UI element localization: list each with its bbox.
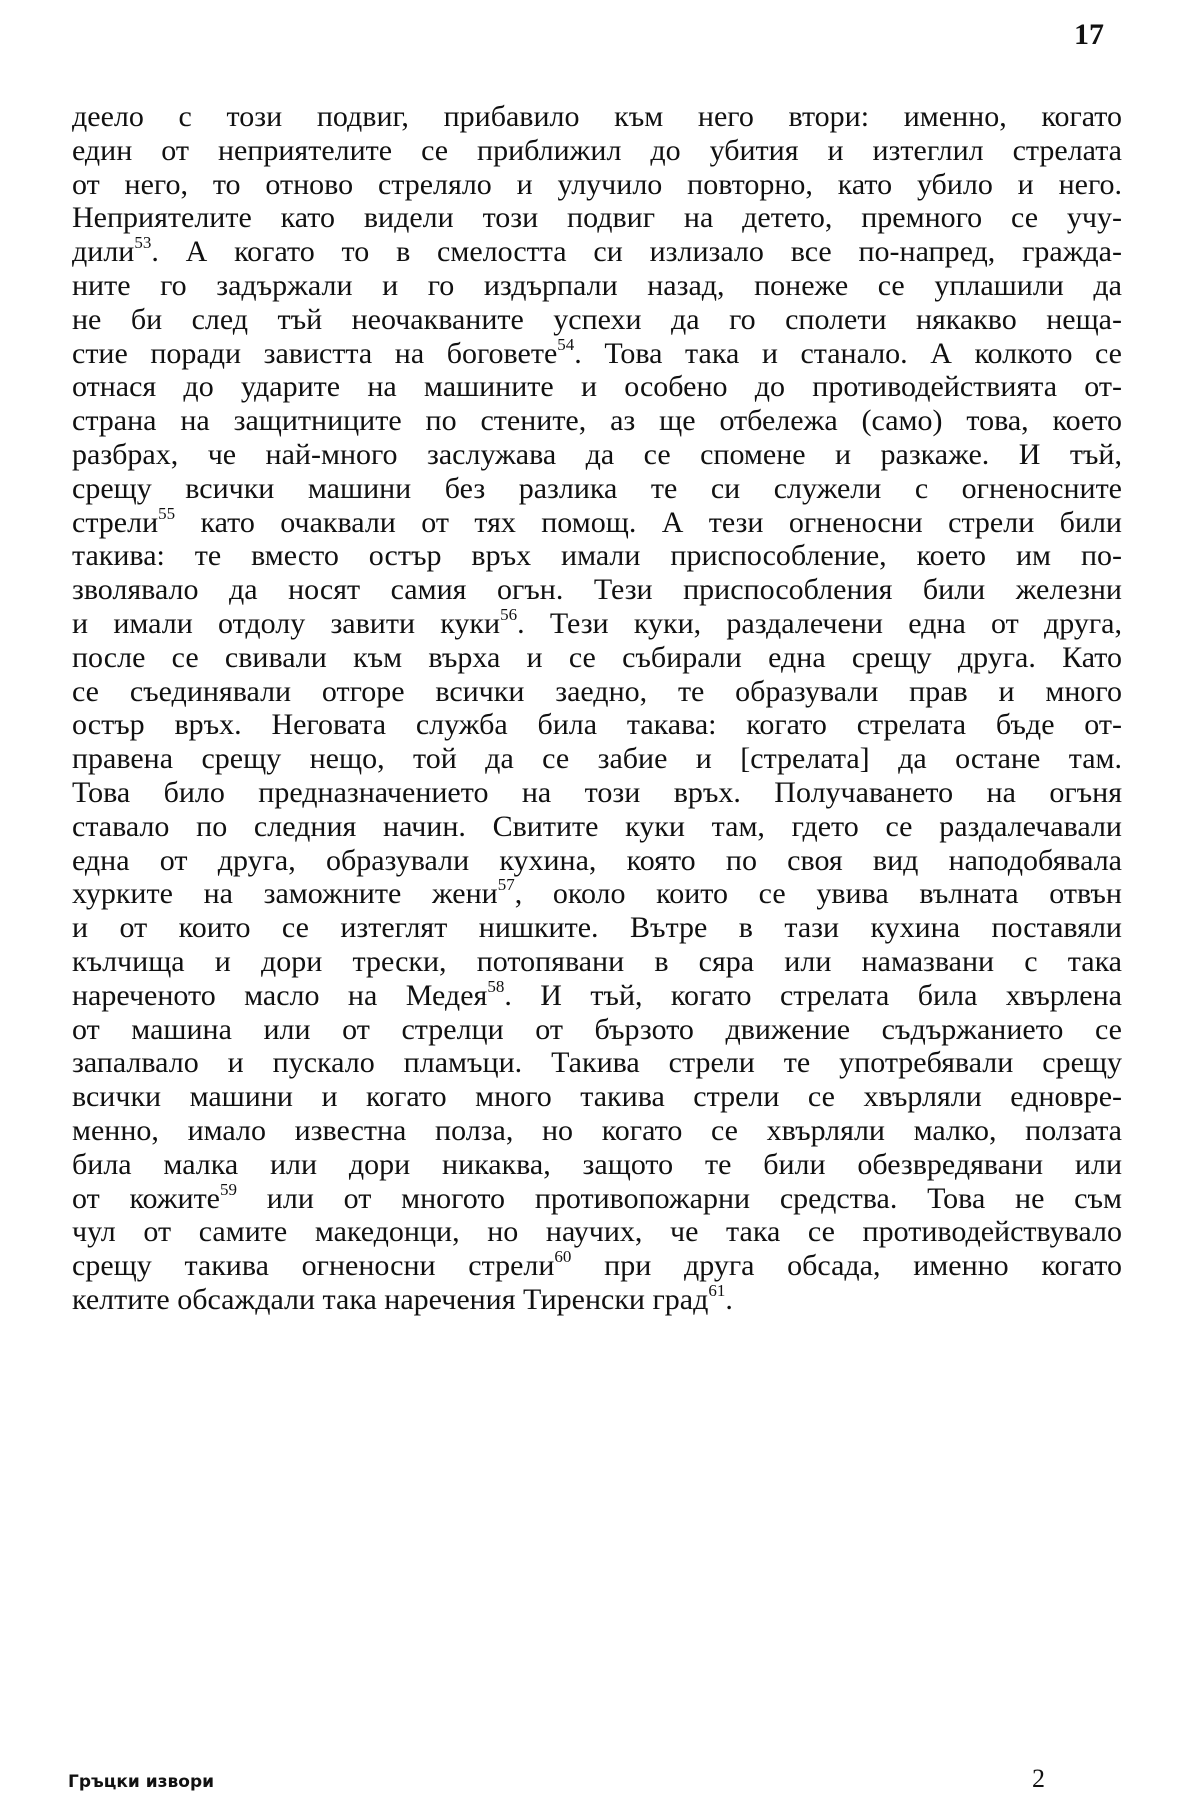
line-text: . И тъй, когато стрелата била хвърлена (504, 978, 1122, 1012)
line-text: страна на защитниците по стените, аз ще отбележа (само) това, което (72, 404, 1122, 438)
text-line (72, 911, 1122, 945)
line-text: един от неприятелите се приближил до убития и изтеглил стрелата (72, 133, 1122, 167)
footnote-reference: 59 (220, 1179, 238, 1199)
line-text: дили (72, 235, 135, 269)
footnote-reference: 60 (554, 1247, 572, 1267)
line-text: правена срещу нещо, той да се забие и [стрелата] да остане там. (72, 742, 1122, 776)
text-line (72, 1046, 1122, 1080)
line-text: се съединявали отгоре всички заедно, те образували прав и много (72, 674, 1122, 708)
line-text: запалвало и пускало пламъци. Такива стрели те употребявали срещу (72, 1046, 1122, 1080)
text-line (72, 1114, 1122, 1148)
footer-sheet-number: 2 (1032, 1764, 1045, 1793)
text-line (72, 573, 1122, 607)
text-line (72, 503, 1122, 540)
text-line (72, 641, 1122, 675)
footnote-reference: 53 (134, 233, 152, 253)
line-text: и имали отдолу завити куки (72, 606, 501, 640)
text-line (72, 976, 1122, 1013)
text-line (72, 1249, 1122, 1283)
footer-signature: Гръцки извори (68, 1772, 215, 1792)
line-text: келтите обсаждали така наречения Тиренски град (72, 1282, 709, 1316)
line-text: . Тези куки, раздалечени една от друга, (517, 606, 1123, 640)
footnote-reference: 57 (497, 875, 515, 895)
text-line (72, 1179, 1122, 1216)
line-text: кълчища и дори трески, потопявани в сяра или намазвани с така (72, 944, 1122, 978)
line-text: , около които се увива вълната отвън (514, 877, 1122, 911)
text-line (72, 201, 1122, 235)
body-text (72, 100, 1122, 1317)
line-text: от него, то отново стреляло и улучило повторно, като убило и него. (72, 167, 1122, 201)
footnote-reference: 55 (158, 503, 176, 523)
line-text: ставало по следния начин. Свитите куки там, гдето се раздалечавали (72, 809, 1122, 843)
text-line (72, 776, 1122, 810)
page-number: 17 (1074, 18, 1104, 51)
line-text: такива: те вместо остър връх имали приспособление, което им по- (72, 539, 1122, 573)
text-line (72, 438, 1122, 472)
text-line (72, 1148, 1122, 1182)
line-text: деело с този подвиг, прибавило към него втори: именно, когато (72, 100, 1122, 133)
footnote-reference: 61 (708, 1280, 726, 1300)
footnote-reference: 58 (487, 976, 505, 996)
line-text: една от друга, образували кухина, която по своя вид наподобявала (72, 843, 1122, 877)
line-text: . Това така и станало. А колкото се (574, 336, 1123, 370)
text-line (72, 100, 1122, 134)
line-text: от кожите (72, 1181, 221, 1215)
line-text: не би след тъй неочакваните успехи да го сполети някакво нещa- (72, 302, 1122, 336)
text-line (72, 134, 1122, 168)
line-text: менно, имало известна полза, но когато се хвърляли малко, ползата (72, 1113, 1122, 1147)
text-line (72, 1280, 1122, 1317)
text-line (72, 810, 1122, 844)
line-text: била малка или дори никаква, защото те били обезвредявани или (72, 1147, 1122, 1181)
line-text: зволявало да носят самия огън. Тези приспособления били железни (72, 573, 1122, 607)
line-text: и от които се изтеглят нишките. Вътре в тази кухина поставяли (72, 911, 1122, 945)
line-text: като очаквали от тях помощ. А тези огненосни стрели били (175, 505, 1122, 539)
line-text: отнася до ударите на машините и особено до противодействията от- (72, 370, 1122, 404)
text-line (72, 1013, 1122, 1047)
line-text: ните го задържали и го издърпали назад, понеже се уплашили да (72, 268, 1122, 302)
text-line (72, 1080, 1122, 1114)
text-line (72, 269, 1122, 303)
line-text: Неприятелите като видели този подвиг на детето, премного се учу- (72, 201, 1122, 235)
line-text: . (725, 1282, 733, 1316)
line-text: Това било предназначението на този връх. Получаването на огъня (72, 775, 1122, 809)
text-line (72, 708, 1122, 742)
footnote-reference: 54 (557, 334, 575, 354)
line-text: остър връх. Неговата служба била такава: когато стрелата бъде от- (72, 708, 1122, 742)
text-line (72, 334, 1123, 371)
text-line (72, 539, 1122, 573)
line-text: нареченото масло на Медея (72, 978, 488, 1012)
line-text: стие поради завистта на боговете (72, 336, 558, 370)
line-text: разбрах, че най-много заслужава да се спомене и разкаже. И тъй, (72, 437, 1122, 471)
text-line (72, 742, 1122, 776)
text-line (72, 168, 1122, 202)
text-line (72, 472, 1122, 506)
text-line (72, 604, 1123, 641)
text-line (72, 1215, 1122, 1249)
footnote-reference: 56 (500, 604, 518, 624)
text-line (72, 235, 1122, 269)
text-line (72, 945, 1122, 979)
line-text: срещу всички машини без разлика те си служели с огненосните (72, 471, 1122, 505)
line-text: . А когато то в смелостта си излизало все по-напред, гражда- (151, 235, 1122, 269)
text-line (72, 404, 1122, 438)
line-text: от машина или от стрелци от бързото движение съдържанието се (72, 1012, 1122, 1046)
text-line (72, 675, 1122, 709)
text-line (72, 303, 1122, 337)
line-text: чул от самите македонци, но научих, че така се противодействувало (72, 1215, 1122, 1249)
line-text: хурките на заможните жени (72, 877, 498, 911)
line-text: срещу такива огненосни стрели (72, 1249, 555, 1283)
line-text: при друга обсада, именно когато (571, 1249, 1122, 1283)
line-text: стрели (72, 505, 159, 539)
line-text: после се свивали към върха и се събирали една срещу друга. Като (72, 640, 1122, 674)
text-line (72, 844, 1122, 878)
line-text: всички машини и когато много такива стрели се хвърляли едновре- (72, 1080, 1122, 1114)
text-line (72, 877, 1122, 911)
line-text: или от многото противопожарни средства. Това не съм (237, 1181, 1122, 1215)
text-line (72, 370, 1122, 404)
